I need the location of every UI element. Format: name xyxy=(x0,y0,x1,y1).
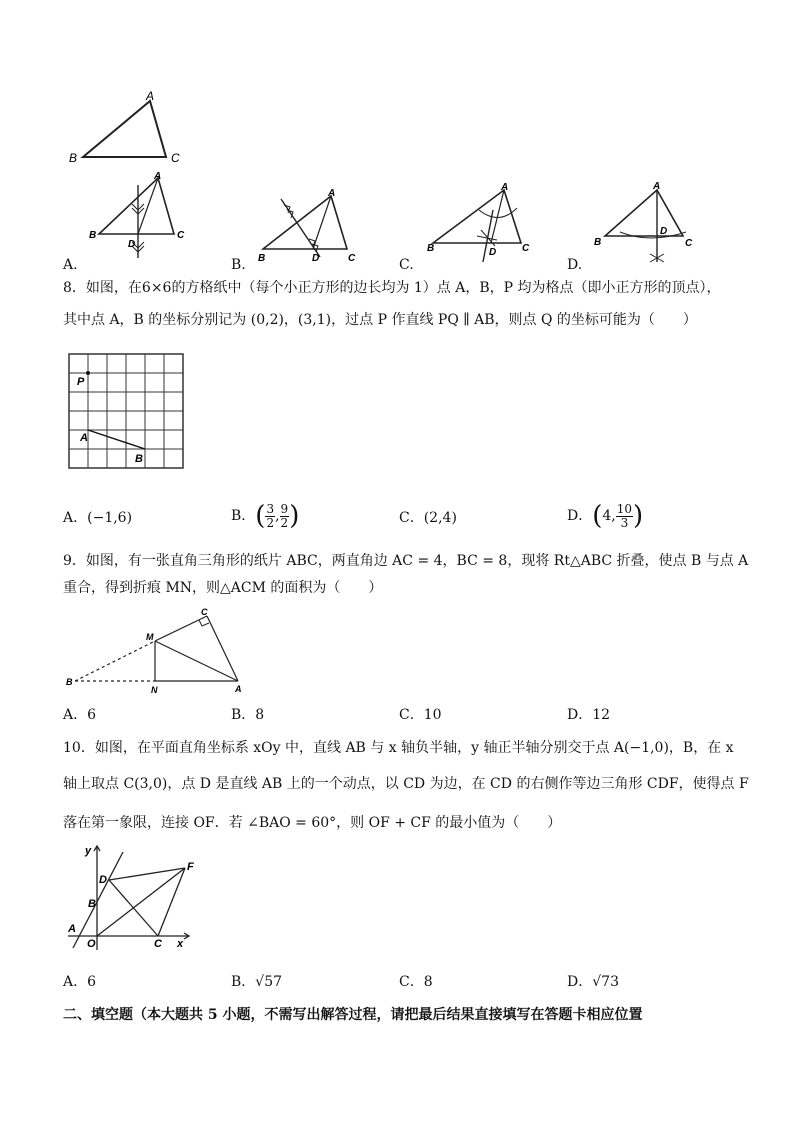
q8-option-b-den1: 2 xyxy=(266,515,275,530)
q8-text-line1: 8．如图，在6×6的方格纸中（每个小正方形的边长均为 1）点 A，B，P 均为格点（即小正方形的顶点）， xyxy=(63,280,721,296)
q9-option-a[interactable]: A．6 xyxy=(63,707,97,723)
q7-option-c[interactable]: C. xyxy=(399,257,414,273)
q8-segment-ab xyxy=(88,430,145,449)
q7-main-triangle-figure xyxy=(60,85,200,170)
q9-segment-bm-dashed xyxy=(75,641,155,681)
q10-coordinate-figure xyxy=(63,840,203,952)
q9-option-d[interactable]: D．12 xyxy=(567,707,611,723)
q8-option-d-pre: 4, xyxy=(602,508,616,524)
q7-option-a[interactable]: A. xyxy=(63,257,78,273)
q9-label-b: B xyxy=(66,677,73,687)
q7-main-triangle xyxy=(83,101,166,157)
q7-option-d-figure xyxy=(592,178,702,266)
q7-main-label-a: A xyxy=(146,89,155,103)
q10-label-o: O xyxy=(87,938,96,950)
q10-segment-df xyxy=(109,868,185,880)
q7-option-c-label-c: C xyxy=(522,243,530,254)
q10-label-x: x xyxy=(177,938,184,950)
q8-option-d-num: 10 xyxy=(616,501,633,516)
q7-option-c-figure xyxy=(425,178,540,263)
q9-label-c: C xyxy=(201,607,208,617)
q7-option-d-label-a: A xyxy=(653,181,661,192)
q9-segment-ma xyxy=(155,641,238,681)
q7-option-b-label-c: C xyxy=(348,253,356,263)
q7-option-b-label-d: D xyxy=(312,253,320,263)
q7-option-b-label-a: A xyxy=(328,188,336,199)
q8-option-b-num1: 3 xyxy=(266,501,275,516)
q7-option-b-label-b: B xyxy=(258,253,266,263)
q10-text-line3: 落在第一象限，连接 OF．若 ∠BAO = 60°，则 OF + CF 的最小值为（ ） xyxy=(63,815,562,831)
q10-option-c[interactable]: C．8 xyxy=(399,974,433,990)
q7-option-b[interactable]: B. xyxy=(231,257,246,273)
q9-fold-figure xyxy=(63,606,253,696)
q7-option-a-figure xyxy=(86,170,196,262)
q10-option-a[interactable]: A．6 xyxy=(63,974,97,990)
q9-segment-mc xyxy=(155,616,207,641)
q8-label-a: A xyxy=(80,432,88,444)
q10-label-c: C xyxy=(154,938,162,950)
q8-option-b-den2: 2 xyxy=(280,515,289,530)
q9-segment-ca xyxy=(207,616,238,681)
q10-line-ab xyxy=(73,852,123,948)
q7-option-d[interactable]: D. xyxy=(567,257,583,273)
q7-option-a-label-d: D xyxy=(128,239,136,250)
q7-main-label-b: B xyxy=(69,151,78,165)
q9-label-a: A xyxy=(235,684,242,694)
q10-label-d: D xyxy=(99,874,107,886)
q10-label-a: A xyxy=(68,923,76,935)
q10-text-line1: 10．如图，在平面直角坐标系 xOy 中，直线 AB 与 x 轴负半轴，y 轴正半轴分别交于点 A(−1,0)，B，在 x xyxy=(63,740,734,756)
q9-text-line1: 9．如图，有一张直角三角形的纸片 ABC，两直角边 AC = 4，BC = 8，现将 Rt△ABC 折叠，使点 B 与点 A xyxy=(63,553,749,569)
q8-text-line2: 其中点 A，B 的坐标分别记为 (0,2)，(3,1)，过点 P 作直线 PQ ∥ AB，则点 Q 的坐标可能为（ ） xyxy=(63,312,697,328)
q7-option-d-label-b: B xyxy=(594,237,602,248)
q9-text-line2: 重合，得到折痕 MN，则△ACM 的面积为（ ） xyxy=(63,580,383,596)
section2-heading: 二、填空题（本大题共 5 小题，不需写出解答过程，请把最后结果直接填写在答题卡相应位置 xyxy=(63,1007,643,1023)
q7-option-a-label-a: A xyxy=(154,171,162,182)
q8-option-c[interactable]: C．(2,4) xyxy=(399,510,457,526)
q7-option-a-label-c: C xyxy=(177,230,185,241)
q8-option-b-num2: 9 xyxy=(280,501,289,516)
q7-option-a-label-b: B xyxy=(89,230,97,241)
q9-label-n: N xyxy=(151,685,158,695)
q8-option-d[interactable]: D． ( 4, $\frac{10}{3}$ ) xyxy=(567,501,644,531)
q8-label-b: B xyxy=(135,453,143,465)
q8-label-p: P xyxy=(77,376,85,388)
q10-option-b[interactable]: B．√57 xyxy=(231,974,283,990)
q7-option-c-label-d: D xyxy=(489,247,497,258)
q7-option-c-label-a: A xyxy=(501,182,509,193)
q10-option-d[interactable]: D．√73 xyxy=(567,974,619,990)
q9-label-m: M xyxy=(146,632,154,642)
q8-option-c-value: (2,4) xyxy=(423,510,457,526)
q7-option-d-label-d: D xyxy=(660,226,668,237)
q8-grid-figure xyxy=(68,353,186,473)
q8-option-b[interactable]: B． ( $\frac{3}{2}$ , $\frac{9}{2}$ ) xyxy=(231,501,300,531)
q7-option-d-label-c: C xyxy=(685,238,693,249)
q7-option-b-figure xyxy=(254,183,364,263)
q10-label-b: B xyxy=(88,898,96,910)
q8-option-a[interactable]: A．(−1,6) xyxy=(63,510,133,526)
q8-point-p xyxy=(86,371,90,375)
q9-option-b[interactable]: B．8 xyxy=(231,707,265,723)
q10-label-y: y xyxy=(85,845,92,857)
q10-text-line2: 轴上取点 C(3,0)，点 D 是直线 AB 上的一个动点，以 CD 为边，在 CD 的右侧作等边三角形 CDF，使得点 F xyxy=(63,776,749,792)
q8-option-d-den: 3 xyxy=(620,515,629,530)
q10-label-f: F xyxy=(187,861,194,873)
q9-option-c[interactable]: C．10 xyxy=(399,707,442,723)
q7-main-label-c: C xyxy=(171,151,180,165)
q7-option-c-label-b: B xyxy=(427,243,435,254)
q8-option-a-value: (−1,6) xyxy=(87,510,133,526)
